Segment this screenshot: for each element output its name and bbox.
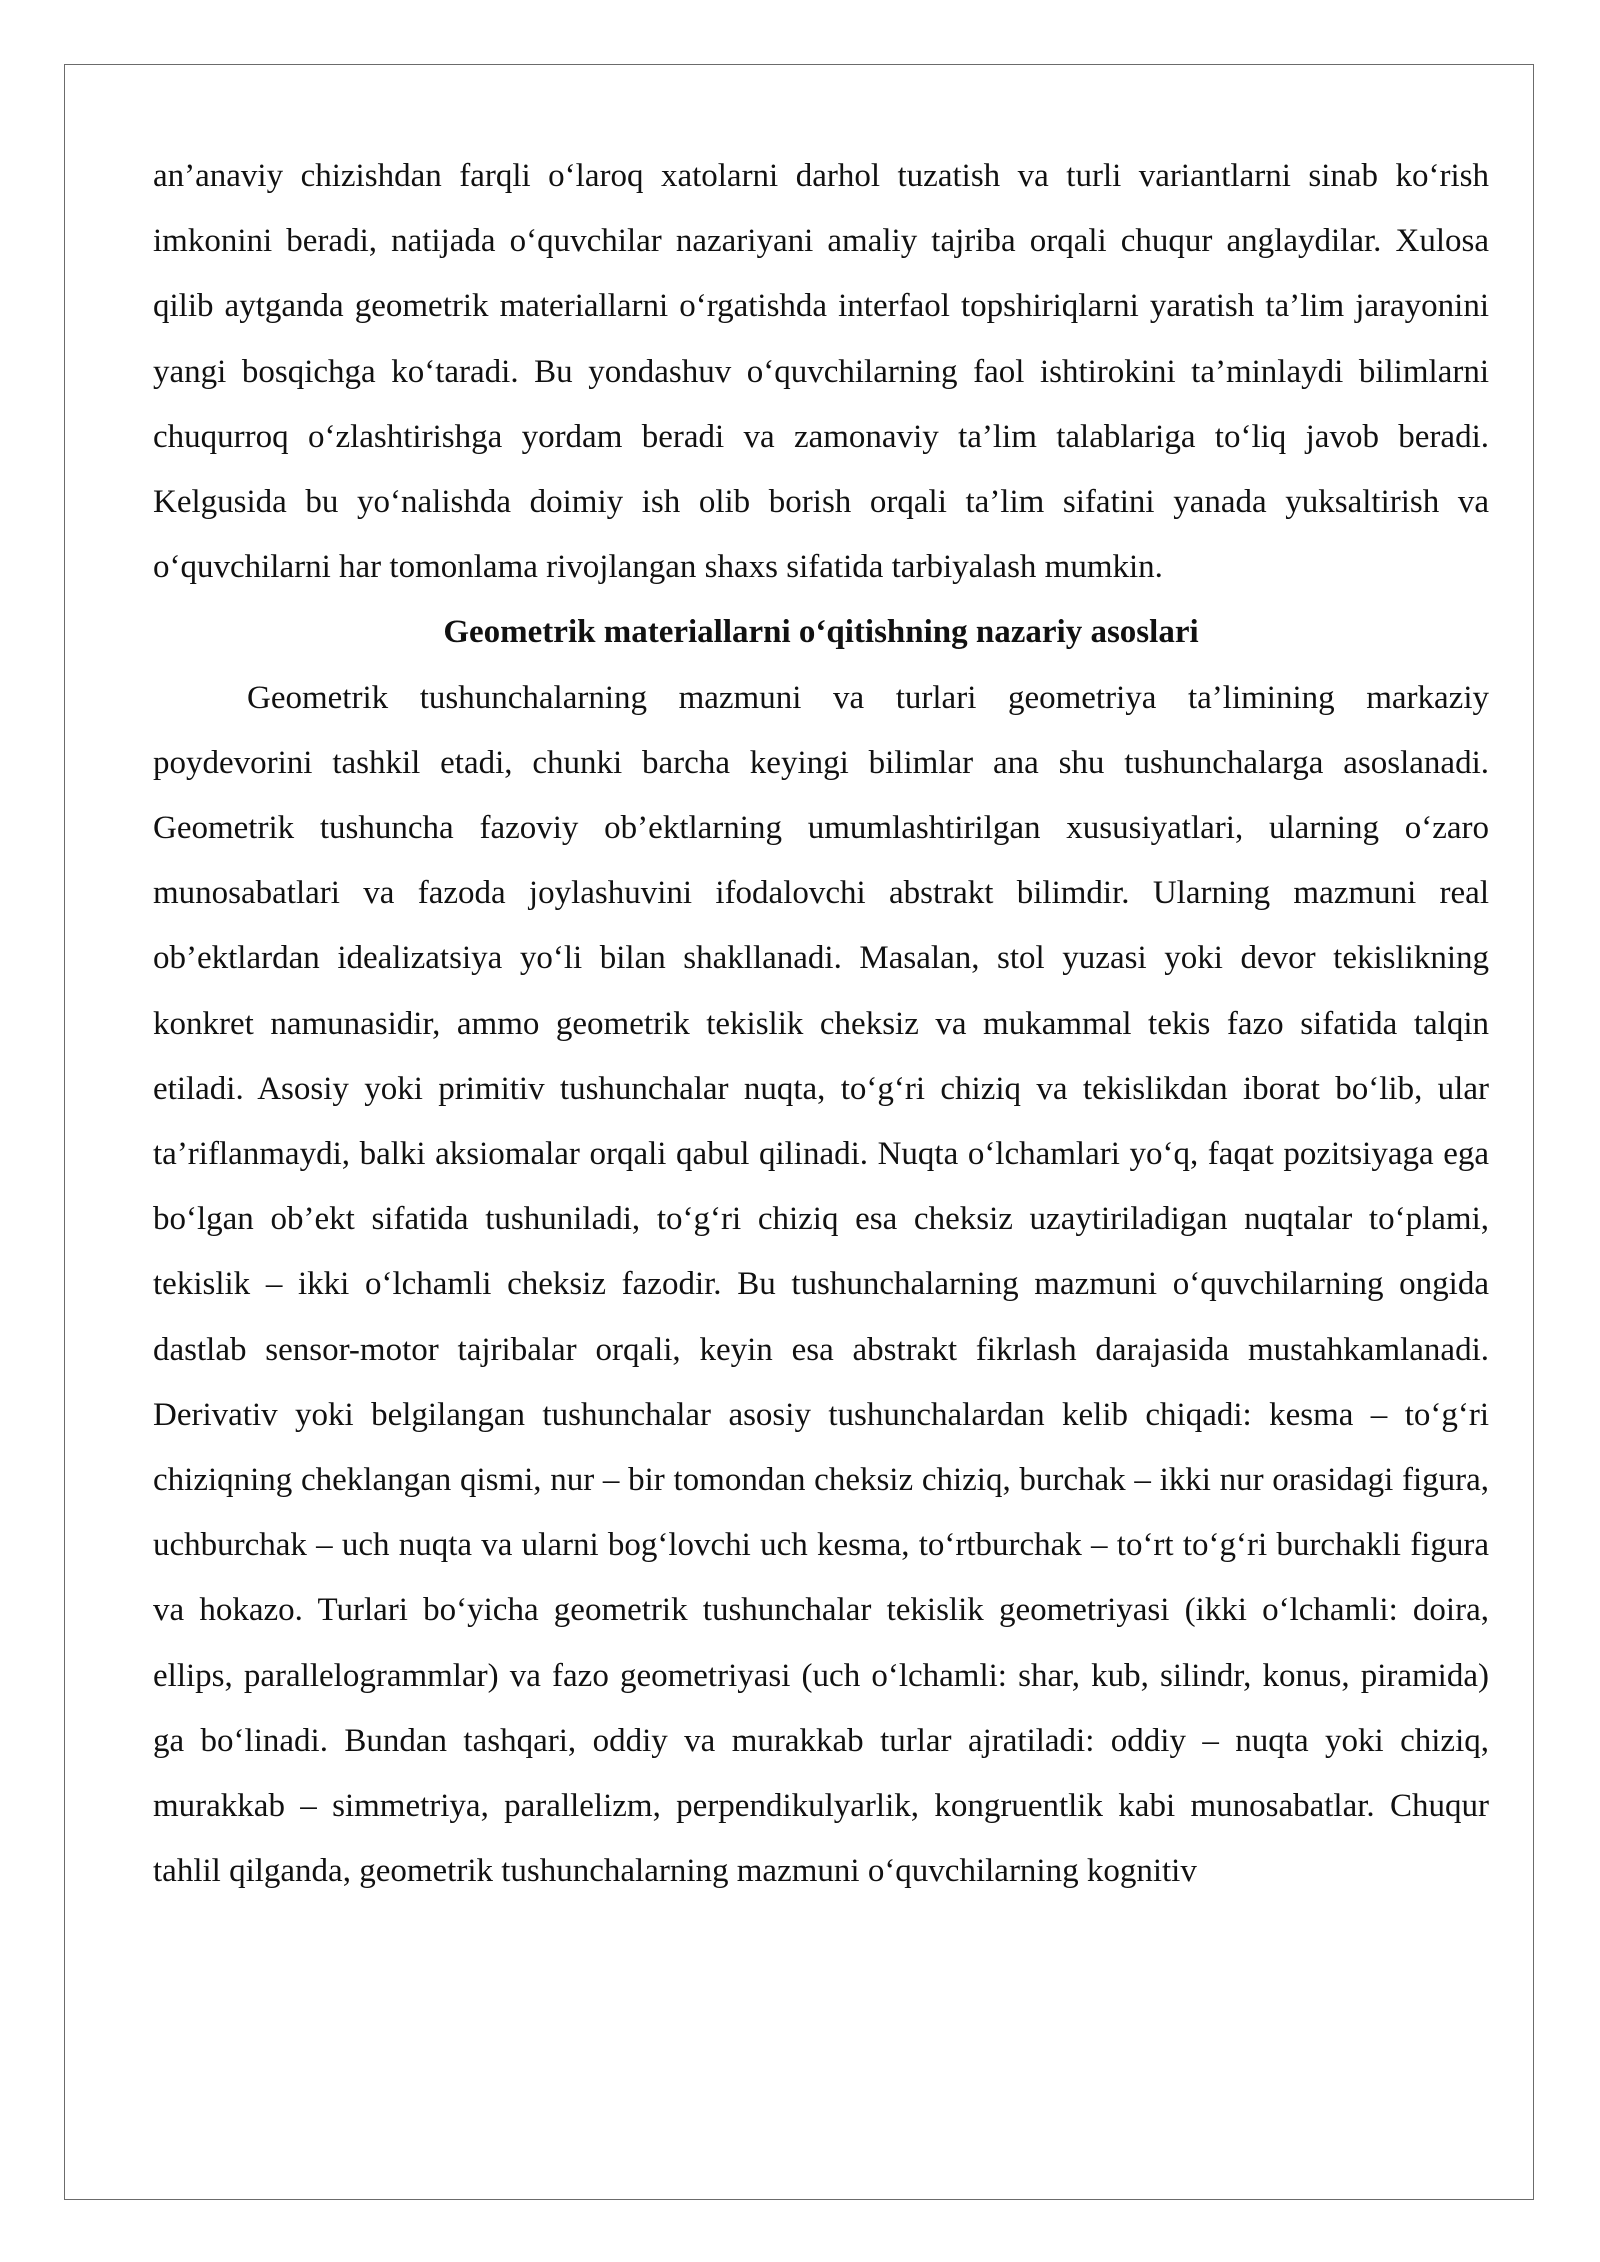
document-body (153, 144, 1489, 1904)
body-paragraph: Geometrik tushunchalarning mazmuni va turlari geometriya ta’limining markaziy poydevorini tashkil etadi, chunki barcha keyingi bilimlar ana shu tushunchalarga asoslanadi. Geometrik tushuncha fazoviy ob’ektlarning umumlashtirilgan xususiyatlari, ularning o‘zaro munosabatlari va fazoda joylashuvini ifodalovchi abstrakt bilimdir. Ularning mazmuni real ob’ektlardan idealizatsiya yo‘li bilan shakllanadi. Masalan, stol yuzasi yoki devor tekislikning konkret namunasidir, ammo geometrik tekislik cheksiz va mukammal tekis fazo sifatida talqin etiladi. Asosiy yoki primitiv tushunchalar nuqta, to‘g‘ri chiziq va tekislikdan iborat bo‘lib, ular ta’riflanmaydi, balki aksiomalar orqali qabul qilinadi. Nuqta o‘lchamlari yo‘q, faqat pozitsiyaga ega bo‘lgan ob’ekt sifatida tushuniladi, to‘g‘ri chiziq esa cheksiz uzaytiriladigan nuqtalar to‘plami, tekislik – ikki o‘lchamli cheksiz fazodir. Bu tushunchalarning mazmuni o‘quvchilarning ongida dastlab sensor-motor tajribalar orqali, keyin esa abstrakt fikrlash darajasida mustahkamlanadi. Derivativ yoki belgilangan tushunchalar asosiy tushunchalardan kelib chiqadi: kesma – to‘g‘ri chiziqning cheklangan qismi, nur – bir tomondan cheksiz chiziq, burchak – ikki nur orasidagi figura, uchburchak – uch nuqta va ularni bog‘lovchi uch kesma, to‘rtburchak – to‘rt to‘g‘ri burchakli figura va hokazo. Turlari bo‘yicha geometrik tushunchalar tekislik geometriyasi (ikki o‘lchamli: doira, ellips, parallelogrammlar) va fazo geometriyasi (uch o‘lchamli: shar, kub, silindr, konus, piramida) ga bo‘linadi. Bundan tashqari, oddiy va murakkab turlar ajratiladi: oddiy – nuqta yoki chiziq, murakkab – simmetriya, parallelizm, perpendikulyarlik, kongruentlik kabi munosabatlar. Chuqur tahlil qilganda, geometrik tushunchalarning mazmuni o‘quvchilarning kognitiv (153, 679, 1489, 1890)
section-heading: Geometrik materiallarni o‘qitishning nazariy asoslari (443, 614, 1199, 651)
body-paragraph-continued: an’anaviy chizishdan farqli o‘laroq xatolarni darhol tuzatish va turli variantlarni sinab ko‘rish imkonini beradi, natijada o‘quvchilar nazariyani amaliy tajriba orqali chuqur anglaydilar. Xulosa qilib aytganda geometrik materiallarni o‘rgatishda interfaol topshiriqlarni yaratish ta’lim jarayonini yangi bosqichga ko‘taradi. Bu yondashuv o‘quvchilarning faol ishtirokini ta’minlaydi bilimlarni chuqurroq o‘zlashtirishga yordam beradi va zamonaviy ta’lim talablariga to‘liq javob beradi. Kelgusida bu yo‘nalishda doimiy ish olib borish orqali ta’lim sifatini yanada yuksaltirish va o‘quvchilarni har tomonlama rivojlangan shaxs sifatida tarbiyalash mumkin. (153, 158, 1489, 586)
